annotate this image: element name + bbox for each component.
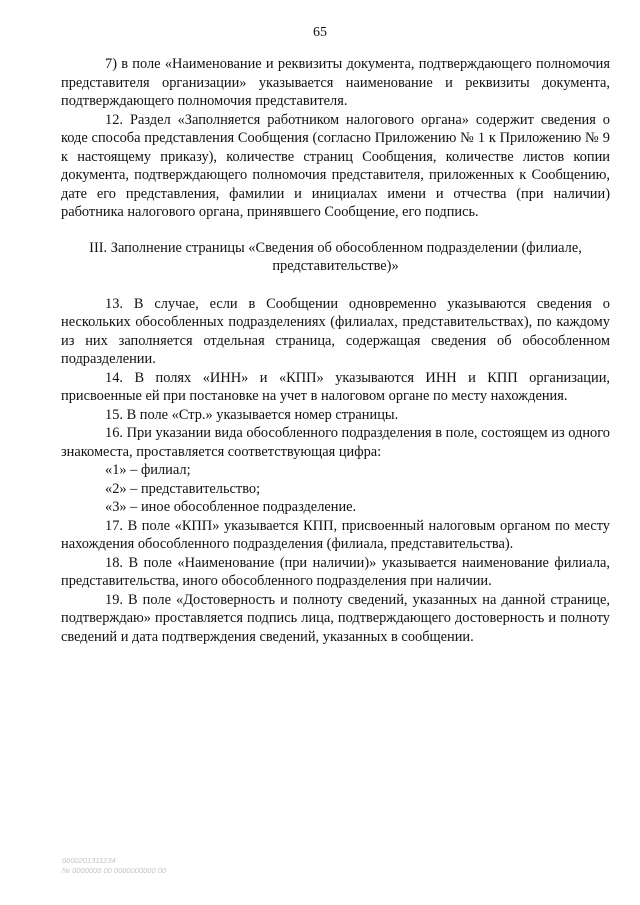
page-number: 65 bbox=[313, 25, 327, 40]
list-item-filial: «1» – филиал; bbox=[105, 462, 191, 478]
paragraph-item-7: 7) в поле «Наименование и реквизиты документа, подтверждающего полномочия представителя организации» указывается наименование и реквизиты документа, подтверждающего полномочия представителя. bbox=[61, 56, 610, 109]
paragraph-item-19: 19. В поле «Достоверность и полноту сведений, указанных на данной странице, подтверждаю» проставляется подпись лица, подтверждающего достоверность и полноту сведений и дата подтверждения сведений, указанных в сообщении. bbox=[61, 591, 610, 645]
document-footer-stamp bbox=[62, 856, 166, 876]
paragraph-item-15: 15. В поле «Стр.» указывается номер страницы. bbox=[105, 406, 399, 423]
footer-line-1: 0000201311234 bbox=[62, 856, 116, 865]
paragraph-item-16: 16. При указании вида обособленного подразделения в поле, состоящем из одного знакоместа, проставляется соответствующая цифра: bbox=[61, 425, 610, 460]
list-item-representation: «2» – представительство; bbox=[105, 480, 261, 497]
list-item-other-unit: «3» – иное обособленное подразделение. bbox=[105, 499, 357, 515]
paragraph-item-12: 12. Раздел «Заполняется работником налогового органа» содержит сведения о коде способа представления Сообщения (согласно Приложению № 1 к Приложению № 9 к настоящему приказу), количестве страниц Сообщения, количестве листов копии документа, подтверждающего полномочия представителя, приложенных к Сообщению, дате его представления, фамилии и инициалах имени и отчества (при наличии) работника налогового органа, принявшего Сообщение, его подпись. bbox=[61, 111, 610, 220]
paragraph-item-17: 17. В поле «КПП» указывается КПП, присвоенный налоговым органом по месту нахождения обособленного подразделения (филиала, представительства). bbox=[61, 517, 610, 552]
footer-line-2: № 0000000 00 0000000000 00 bbox=[62, 866, 167, 875]
document-body bbox=[61, 55, 610, 646]
paragraph-item-18: 18. В поле «Наименование (при наличии)» указывается наименование филиала, представительства, иного обособленного подразделения при наличии. bbox=[61, 554, 610, 589]
section-heading: III. Заполнение страницы «Сведения об обособленном подразделении (филиале, представительстве)» bbox=[89, 239, 582, 274]
paragraph-item-13: 13. В случае, если в Сообщении одновременно указываются сведения о нескольких обособленных подразделениях (филиалах, представительствах), по каждому из них заполняется отдельная страница, содержащая сведения об обособленном подразделении. bbox=[61, 295, 610, 367]
paragraph-item-14: 14. В полях «ИНН» и «КПП» указываются ИНН и КПП организации, присвоенные ей при постановке на учет в налоговом органе по месту нахождения. bbox=[61, 369, 610, 404]
